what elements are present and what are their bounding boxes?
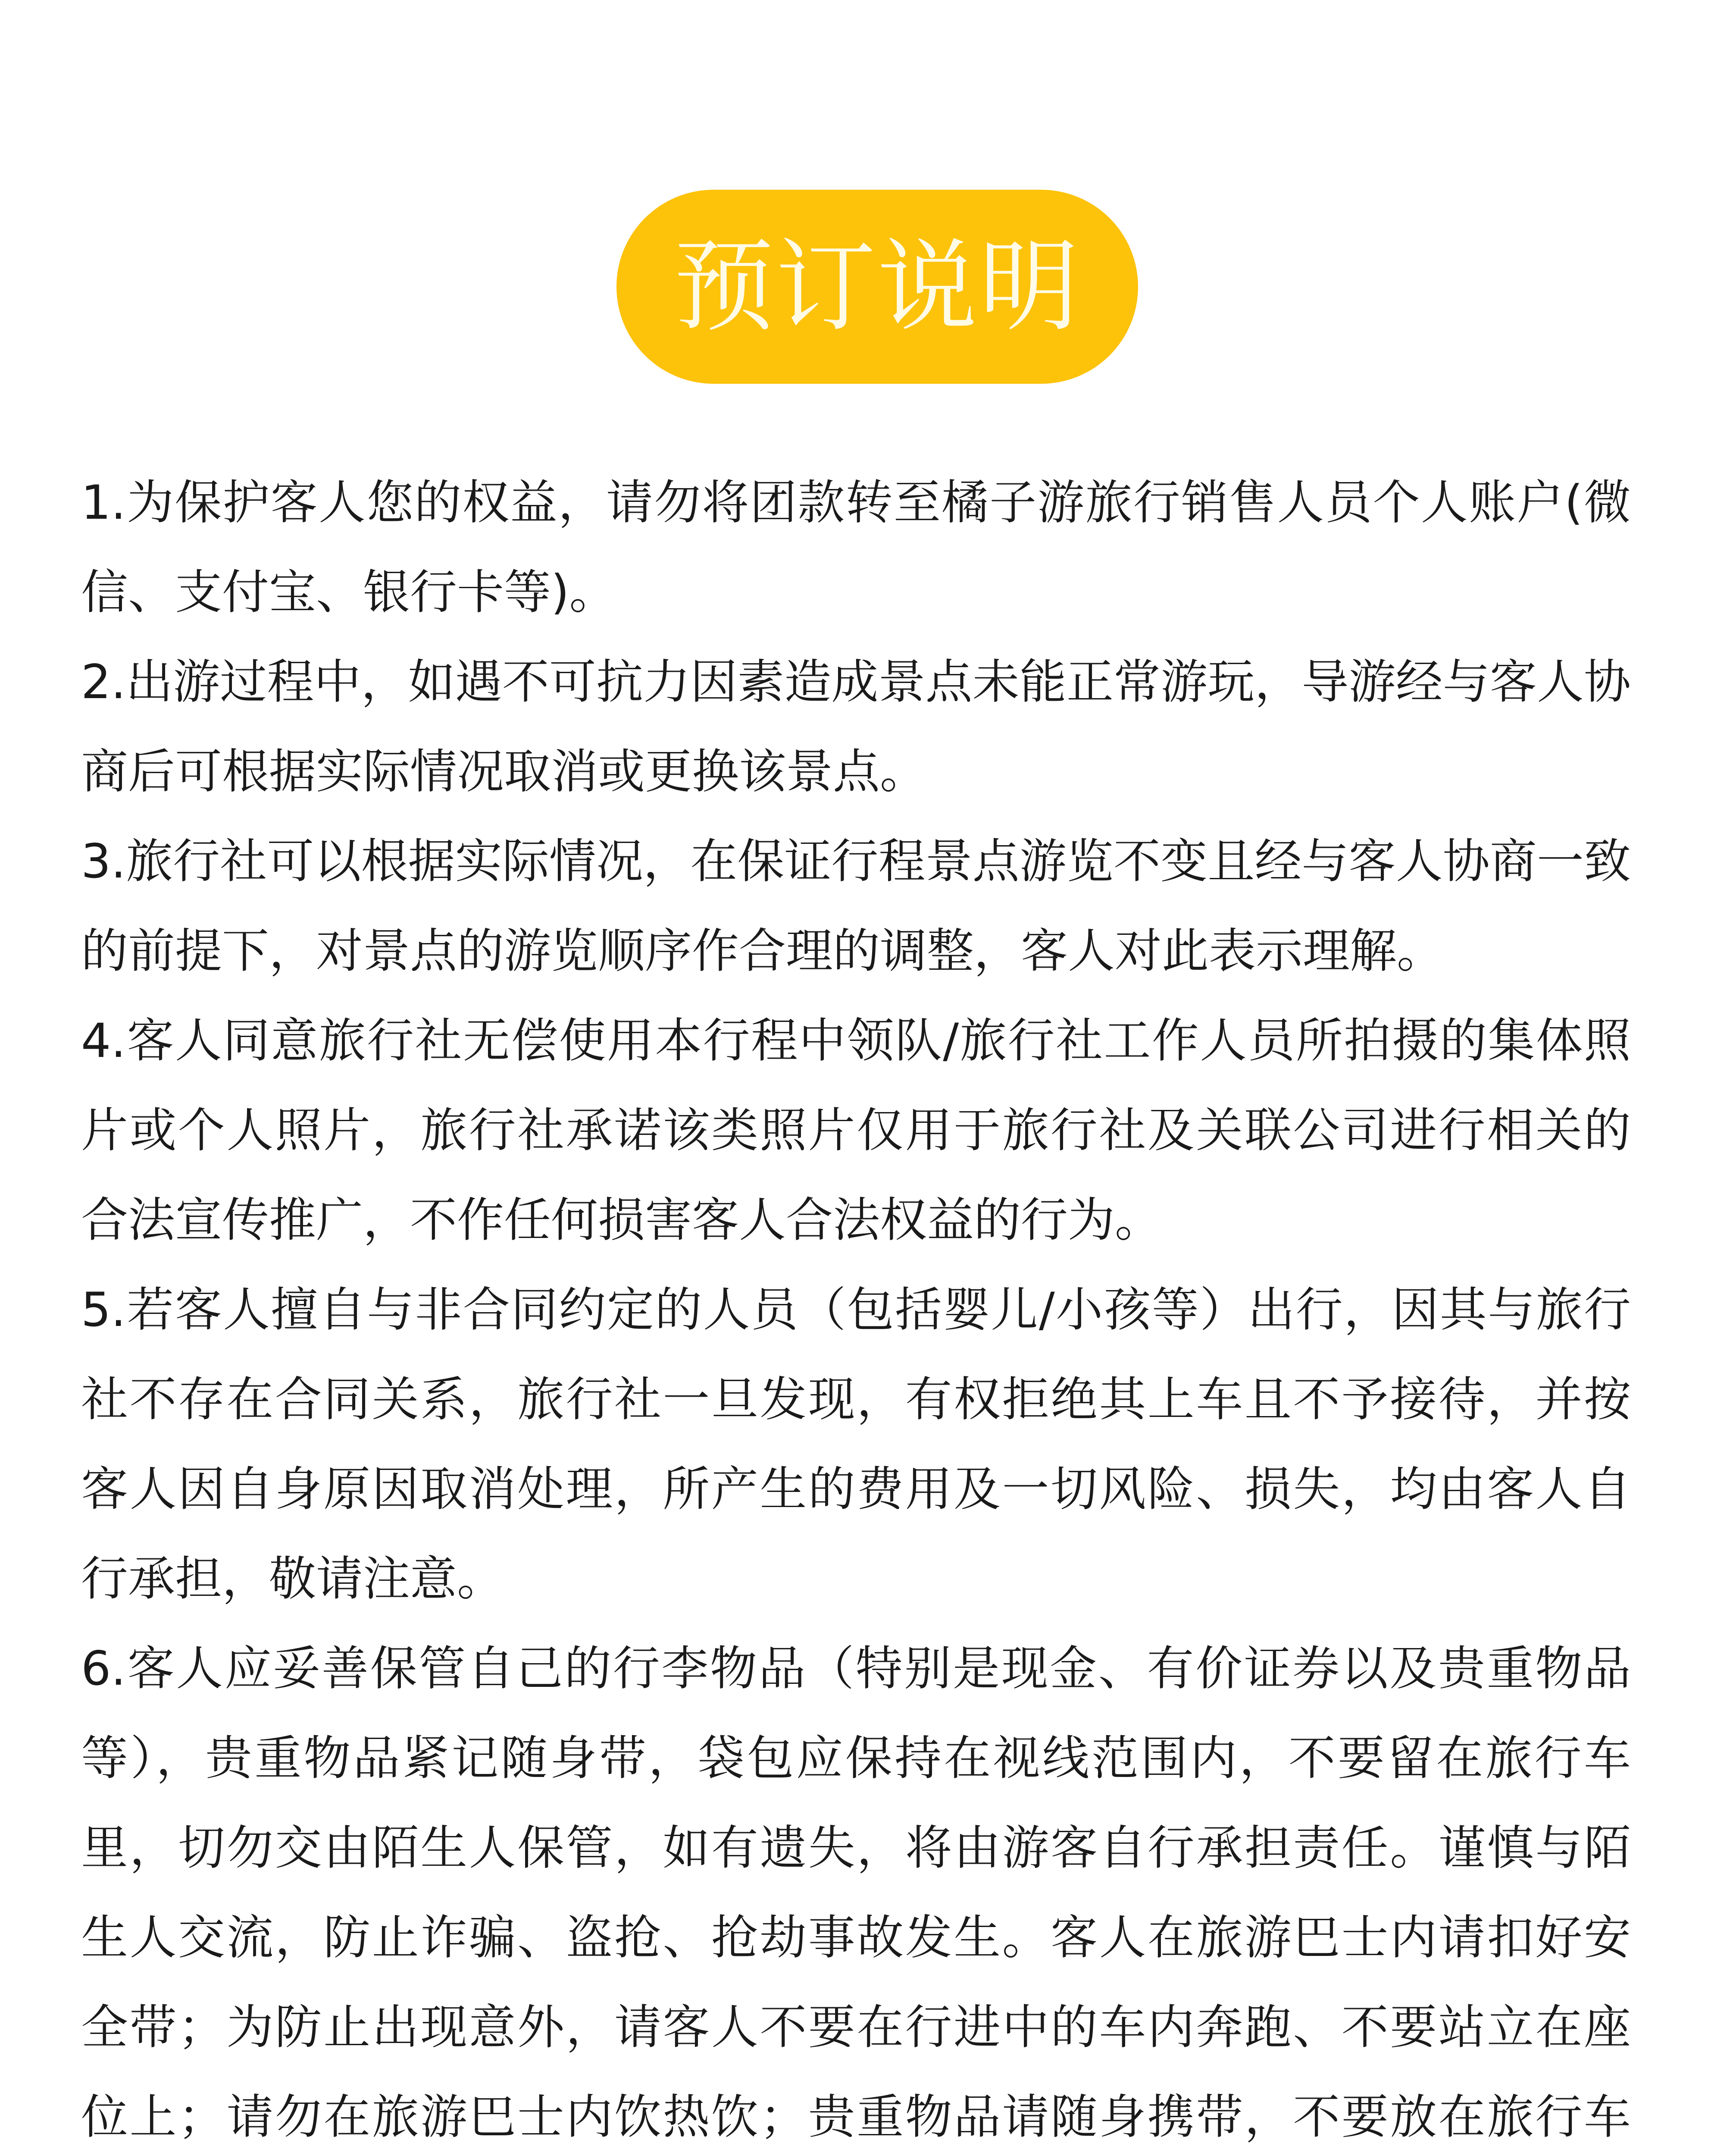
note-item-4: 4.客人同意旅行社无偿使用本行程中领队/旅行社工作人员所拍摄的集体照片或个人照片，旅行社承诺该类照片仅用于旅行社及关联公司进行相关的合法宣传推广，不作任何损害客人合法权益的行为。 <box>81 1013 1631 1247</box>
note-item-2: 2.出游过程中，如遇不可抗力因素造成景点未能正常游玩，导游经与客人协商后可根据实际情况取消或更换该景点。 <box>81 655 1631 799</box>
note-item-6: 6.客人应妥善保管自己的行李物品（特别是现金、有价证券以及贵重物品等），贵重物品紧记随身带，袋包应保持在视线范围内，不要留在旅行车里，切勿交由陌生人保管，如有遗失，将由游客自行承担责任。谨慎与陌生人交流，防止诈骗、盗抢、抢劫事故发生。客人在旅游巴士内请扣好安全带；为防止出现意外，请客人不要在行进中的车内奔跑、不要站立在座位上；请勿在旅游巴士内饮热饮；贵重物品请随身携带，不要放在旅行车 <box>81 1641 1631 2144</box>
title-badge <box>616 190 1138 384</box>
booking-notes <box>81 458 1631 2156</box>
page-title: 预订说明 <box>673 229 1081 345</box>
note-item-3: 3.旅行社可以根据实际情况，在保证行程景点游览不变且经与客人协商一致的前提下，对景点的游览顺序作合理的调整，客人对此表示理解。 <box>81 834 1631 978</box>
note-item-5: 5.若客人擅自与非合同约定的人员（包括婴儿/小孩等）出行，因其与旅行社不存在合同关系，旅行社一旦发现，有权拒绝其上车且不予接待，并按客人因自身原因取消处理，所产生的费用及一切风险、损失，均由客人自行承担，敬请注意。 <box>81 1282 1631 1606</box>
note-item-1: 1.为保护客人您的权益，请勿将团款转至橘子游旅行销售人员个人账户(微信、支付宝、银行卡等)。 <box>81 475 1631 620</box>
